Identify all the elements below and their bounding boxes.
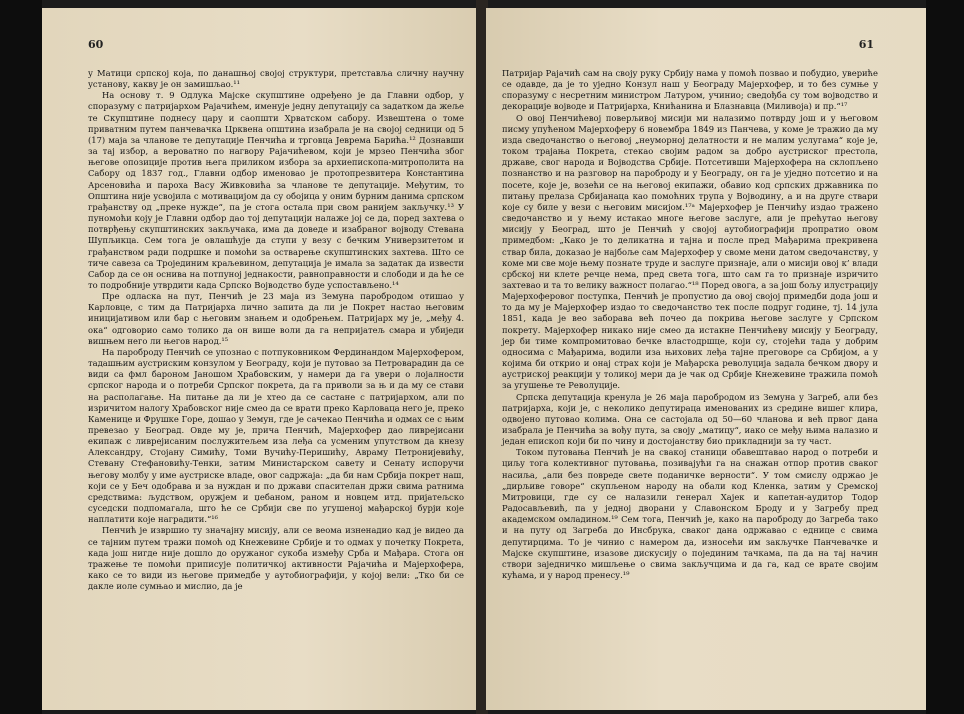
- right-page: [486, 8, 926, 710]
- page-number-left: 60: [88, 38, 104, 51]
- left-page: [42, 8, 478, 710]
- paragraph: Српска депутација кренула је 26 маја паробродом из Земуна у Загреб, али без патријарха, који је, с неколико депутираца именованих из средине вишег клира, одвојено путовао колима. Она се састојала од 50—60 чланова и већ првог дана изабрала је Пенчића за вођу пута, за своју „матицу“, иако се међу њима налазио и један епископ који би по чину и достојанству био прикладнији за ту част.: [502, 391, 878, 447]
- paragraph: у Матици српској која, по данашњој својој структури, претставља сличну научну установу, какву је он замишљао.¹¹: [88, 68, 464, 90]
- paragraph: Пре одласка на пут, Пенчић је 23 маја из Земуна паробродом отишао у Карловце, с тим да Патријарха лично запита да ли је Покрет настао његовим иницијативом или бар с његовим знањем и одобрењем. Патријарх му је, „међу 4. ока“ одговорио само толико да он више воли да га непријатељ смара и убиједи вишњем него ли његов народ.¹⁵: [88, 291, 464, 346]
- paragraph: Патријар Рајачић сам на своју руку Србију нама у помоћ позвао и побудио, увериће се одавде, да је то уједно Конзул наш у Београду Мајерхофер, и то без сумње у споразуму с несретним министром Латуром, учинио; сведођба су том војводство и декорације војводе и Патријарха, Книћанина и Блазнавца (Миливоја) и пр.“¹⁷: [502, 68, 878, 112]
- paragraph: Пенчић је извршио ту значајну мисију, али се веома изненадио кад је видео да се тајним путем тражи помоћ од Кнежевине Србије и то одмах у почетку Покрета, када још нигде није дошло до оружаног сукоба између Срба и Мађара. Стога он тражење те помоћи приписује политичкој активности Рајачића и Мајерхофера, како се то види из његове примедбе у аутобиографији, у којој вели: „Тко би се дакле иоле сумњао и мислио, да је: [88, 525, 464, 592]
- left-text-column: [88, 68, 464, 592]
- paragraph: На основу т. 9 Одлука Мајске скупштине одређено је да Главни одбор, у споразуму с патријархом Рајачићем, именује једну депутацију са задатком да жеље те Скупштине поднесу цару и саопшти Хрватском сабору. Извештена о томе приватним путем панчевачка Црквена општина изабрала је на својој седници од 5 (17) маја за чланове те депутације Пенчића и трговца Јеврема Барића.¹² Дознавши за тај избор, а вероватно по нагвору Рајачићевом, који је мрзео Пенчића због његове опозиције против њега приликом избора за архиепископа-митрополита на Сабору од 1837 год., Главни одбор именовао је протопрезвитера Константина Арсеновића и пароха Васу Живковића за чланове те депутације. Међутим, то Општина није усвојила с мотивацијом да су обојица у оним бурним данима српском грађанству од „преке нужде“, па је стога остала при свом ранијем закључку.¹³ У пуномоћи коју је Главни одбор дао тој депутацији налаже јој се да, поред захтева о потврђењу скупштинских закључака, има да доведе и изабраног војводу Стевана Шупљикца. Сем тога је овлашћује да ступи у везу с бечким Универзитетом и грађанством ради подршке и помоћи за остварење скупштинских захтева. Што се тиче савеза са Тројединим краљевином, депутација је имала за задатак да извести Сабор да се он оснива на потпуној једнакости, равноправности и слободи и да ће се то подробније утврдити када Српско Војводство буде успостављено.¹⁴: [88, 90, 464, 290]
- page-number-right: 61: [858, 38, 874, 51]
- paragraph: На пароброду Пенчић се упознао с потпуковником Фердинандом Мајерхофером, тадашњим аустриским конзулом у Београду, који је путовао за Петроварадин да се види са фмл бароном Јаношом Храбовским, у намери да га увери о лојалности српског народа и о потреби Српског покрета, да га приволи за њ и да му се стави на располагање. На питање да ли је хтео да се састане с патријархом, али по изричитом налогу Храбовског није смео да се врати преко Карловаца него је, преко Каменице и Фрушке Горе, дошао у Земун, где је сачекао Пенчића и одмах се с њим превезао у Београд. Овде му је, прича Пенчић, Мајерхофер дао ливрејисани екипаж с ливрејисаним послужитељем иза леђа са усменим упутством да кнезу Александру, Стојану Симићу, Томи Вучићу-Перишићу, Авраму Петронијевићу, Стевану Стефановићу-Тенки, затим Министарском савету и Сенату испоручи његову молбу у име аустриске владе, овог садржаја: „да би нам Србија покрет наш, који се у Беч одобрава и за нуждан и по држави спасителан држи свима ратнима средствима: људством, оружјем и џебаном, раном и новцем итд. пријатељско суседски подпомагала, што ће се Србији све по угушеној мађарској бурји које наплатити које наградити.“¹⁶: [88, 346, 464, 525]
- right-text-column: [502, 68, 878, 581]
- paragraph: Током путовања Пенчић је на свакој станици обавештавао народ о потреби и циљу тога колективног путовања, позивајући га на снажан отпор против сваког насиља, „али без повреде свете поданичке верности“. У том смислу одржао је „дирљиве говоре“ скупљеном народу на обали код Кленка, затим у Сремској Митровици, где су се налазили генерал Хајек и капетан-аудитор Тодор Радосављевић, па у једној дворани у Славонском Броду и у Загребу пред академском омладином.¹⁹ Сем тога, Пенчић је, како на пароброду до Загреба тако и на путу од Загреба до Инсбрука, сваког дана одржавао с еднице с свима депутирцима. То је чинио с намером да, износећи им закључке Панчевачке и Мајске скупштине, изазове дискусију о појединим тачкама, па да на тај начин створи заједничко мишљење о свима закључцима и да га, кад се врате својим кућама, и у народ пренесу.¹⁹: [502, 447, 878, 581]
- paragraph: О овој Пенчићевој поверљивој мисији ми налазимо потврду још и у његовом писму упућеном Мајерхоферу 6 новембра 1849 из Панчева, у коме је тражио да му изда сведочанство о његовој „неуморној делатности и не малим услугама“ које је, током трајања Покрета, стекао својим радом за добро аустриског престола, државе, свог народа и Војводства Србије. Потсетивши Мајерхофера на склопљено познанство и на разговор на пароброду и у Београду, он га је уједно потсетио и на посете, које је, возећи се на његовој екипажи, обавио код српских државника по питању прелаза Србијанаца као помоћних трупа у Војводину, а и на друге ствари које су биле у вези с његовим мисијом.¹⁷ᵃ Мајерхофер је Пенчићу издао тражено сведочанство и у њему истакао многе његове заслуге, али је прећутао његову мисију у Београд, што је Пенчић у својој аутобиографији пропратио овом примедбом: „Како је то деликатна и тајна и после пред Мађарима прекривена ствар била, доказао је најбоље сам Мајерхофер у своме мени датом сведочанству, у коме ми све моје њему познате труде и заслуге признаје, али о мисији овој к’ влади србској ни клете речце нема, пред света тога, што сам га то признаје изричито захтевао и та то велику важност полагао.“¹⁸ Поред овога, а за још бољу илустрацију Мајерхоферовог поступка, Пенчић је пропустио да овој својој примедби дода још и то да му је Мајерхофер издао то сведочанство тек после подруг године, тј. 14 јула 1851, када је вео заборава већ почео да покрива његове заслуге у Српском покрету. Мајерхофер никако није смео да истакне Пенчићеву мисију у Београду, јер би тиме компромитовао бечке властодршце, који су, стојећи тада у добрим односима с Мађарима, водили иза њихових леђа тајне преговоре са Србијом, а у којима би откриο и онај страх који је Мађарска револуција задала бечком двору и аустриској реакцији у толикој мери да је чак од Србије Кнежевине тражила помоћ за угушење те Револуције.: [502, 112, 878, 391]
- right-dark-edge: [926, 0, 964, 714]
- left-dark-edge: [0, 0, 42, 714]
